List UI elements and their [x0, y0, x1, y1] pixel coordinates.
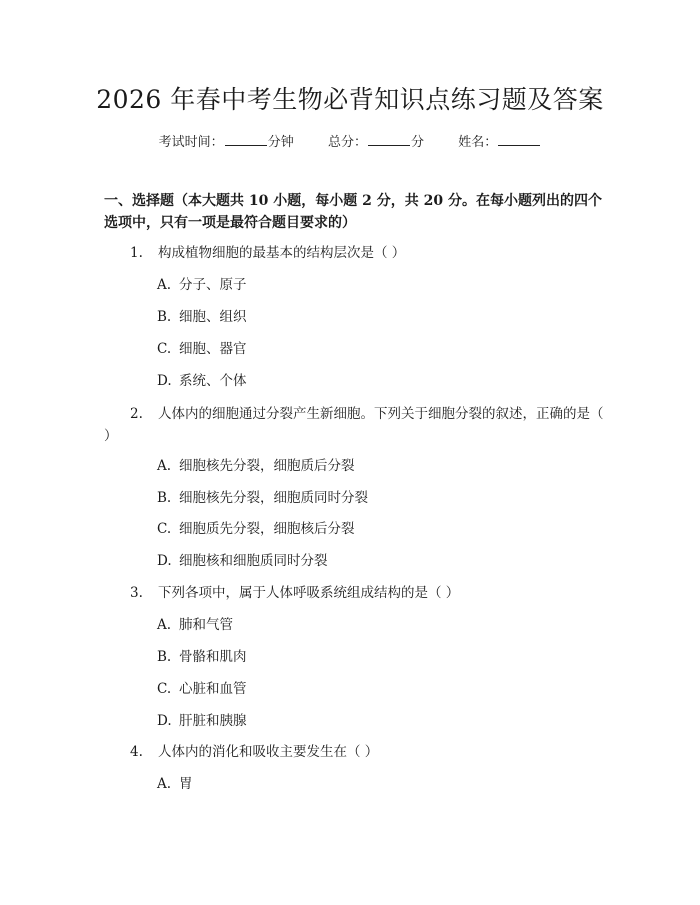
- name-blank[interactable]: [498, 132, 540, 146]
- option-1d[interactable]: D. 系统、个体: [157, 373, 247, 389]
- question-number: 2.: [130, 406, 143, 422]
- option-1a[interactable]: A. 分子、原子: [157, 277, 247, 293]
- question-text: 人体内的细胞通过分裂产生新细胞。下列关于细胞分裂的叙述，正确的是（ ）: [104, 406, 604, 444]
- question-text: 构成植物细胞的最基本的结构层次是（ ）: [158, 245, 406, 261]
- question-number: 4.: [130, 744, 143, 760]
- time-blank[interactable]: [225, 132, 267, 146]
- score-unit: 分: [411, 135, 425, 150]
- question-2: [104, 403, 604, 447]
- option-1b[interactable]: B. 细胞、组织: [157, 309, 247, 325]
- question-number: 1.: [130, 245, 143, 261]
- option-2d[interactable]: D. 细胞核和细胞质同时分裂: [157, 553, 328, 569]
- section-heading: 一、选择题（本大题共 10 小题，每小题 2 分，共 20 分。在每小题列出的四个选项中，只有一项是最符合题目要求的）: [104, 193, 602, 231]
- page-title: 2026 年春中考生物必背知识点练习题及答案: [96, 85, 604, 114]
- question-3: [130, 582, 459, 604]
- option-2a[interactable]: A. 细胞核先分裂，细胞质后分裂: [157, 458, 355, 474]
- exam-info-line: [0, 131, 700, 150]
- score-blank[interactable]: [368, 132, 410, 146]
- question-number: 3.: [130, 585, 143, 601]
- option-3a[interactable]: A. 肺和气管: [157, 617, 233, 633]
- option-3b[interactable]: B. 骨骼和肌肉: [157, 649, 247, 665]
- option-3d[interactable]: D. 肝脏和胰腺: [157, 713, 247, 729]
- option-2c[interactable]: C. 细胞质先分裂，细胞核后分裂: [157, 521, 355, 537]
- question-text: 人体内的消化和吸收主要发生在（ ）: [158, 744, 379, 760]
- question-text: 下列各项中，属于人体呼吸系统组成结构的是（ ）: [158, 585, 460, 601]
- time-unit: 分钟: [267, 135, 294, 150]
- option-3c[interactable]: C. 心脏和血管: [157, 681, 247, 697]
- option-4a[interactable]: A. 胃: [157, 776, 193, 792]
- option-1c[interactable]: C. 细胞、器官: [157, 341, 247, 357]
- question-4: [130, 741, 378, 763]
- name-label: 姓名：: [458, 135, 498, 150]
- score-label: 总分：: [327, 135, 367, 150]
- option-2b[interactable]: B. 细胞核先分裂，细胞质同时分裂: [157, 490, 368, 506]
- question-1: [130, 242, 405, 264]
- time-label: 考试时间：: [158, 135, 224, 150]
